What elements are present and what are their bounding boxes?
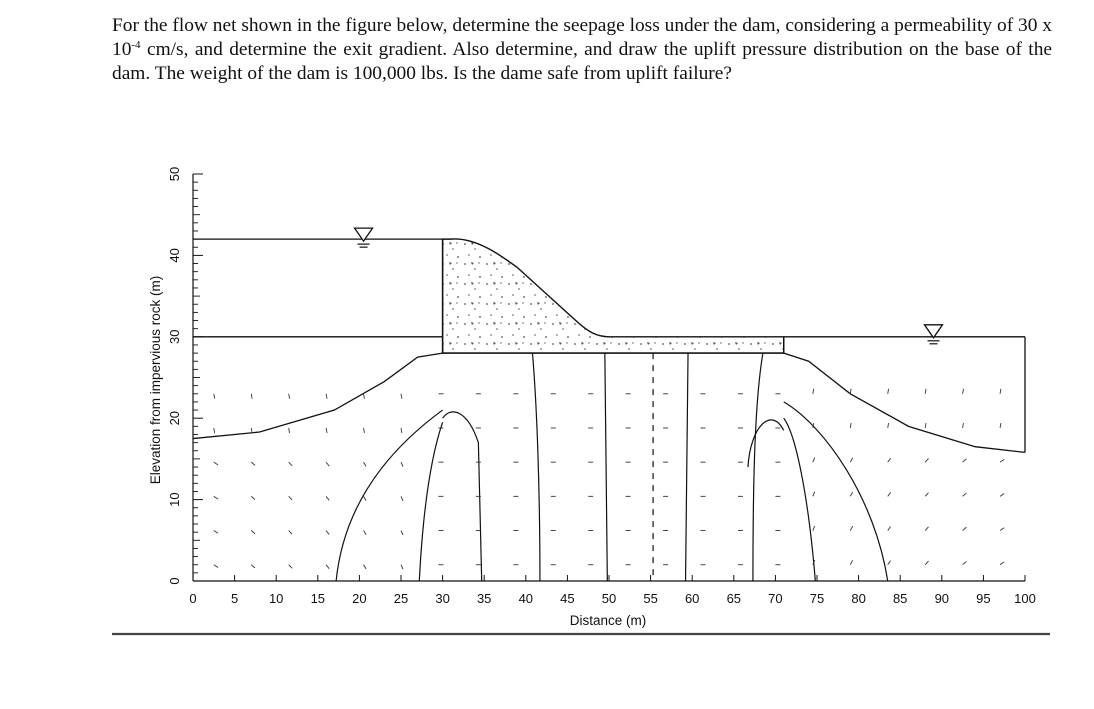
flow-arrow bbox=[401, 394, 402, 399]
flow-arrow bbox=[963, 527, 967, 530]
flow-arrow bbox=[401, 531, 403, 536]
flow-arrow bbox=[214, 565, 218, 568]
x-tick-label: 25 bbox=[393, 591, 409, 606]
y-axis-ticks bbox=[167, 167, 203, 585]
flow-arrow bbox=[251, 462, 255, 465]
flow-arrow bbox=[289, 565, 292, 569]
flow-arrow bbox=[1000, 528, 1004, 531]
x-tick-label: 65 bbox=[726, 591, 742, 606]
equipotential-line bbox=[686, 353, 688, 581]
x-tick-label: 20 bbox=[352, 591, 367, 606]
flow-arrow bbox=[364, 428, 365, 433]
flow-arrow bbox=[925, 493, 928, 497]
flow-arrow bbox=[251, 428, 252, 433]
flow-arrow bbox=[888, 423, 889, 428]
x-tick-label: 10 bbox=[268, 591, 284, 606]
x-tick-label: 50 bbox=[601, 591, 617, 606]
flow-arrow bbox=[326, 394, 327, 399]
flow-arrow bbox=[401, 462, 403, 467]
flow-arrow bbox=[1000, 459, 1004, 462]
flow-arrow bbox=[364, 531, 367, 535]
flow-arrow bbox=[925, 423, 926, 428]
y-tick-label: 40 bbox=[167, 248, 182, 263]
equipotential-line bbox=[748, 420, 784, 467]
dam-body bbox=[443, 239, 784, 353]
x-axis-ticks bbox=[189, 575, 1035, 606]
equipotential-line bbox=[753, 353, 763, 581]
x-tick-label: 80 bbox=[851, 591, 866, 606]
flow-arrow bbox=[813, 389, 814, 394]
flow-arrow bbox=[963, 423, 964, 428]
flow-arrow bbox=[289, 496, 292, 500]
y-tick-label: 30 bbox=[167, 329, 182, 345]
x-axis-label: Distance (m) bbox=[569, 613, 647, 628]
flow-arrow bbox=[1000, 494, 1004, 497]
flow-arrow bbox=[925, 458, 928, 462]
equipotential-line bbox=[605, 353, 607, 581]
flow-arrow bbox=[289, 394, 290, 399]
flow-arrow bbox=[251, 565, 255, 568]
flow-lines bbox=[193, 353, 1025, 452]
x-tick-label: 95 bbox=[976, 591, 991, 606]
flow-arrow bbox=[963, 493, 967, 496]
flow-arrows bbox=[214, 389, 1004, 569]
flow-arrow bbox=[401, 565, 403, 570]
y-tick-label: 10 bbox=[167, 492, 182, 507]
equipotential-line bbox=[532, 353, 539, 581]
flow-arrow bbox=[963, 459, 967, 462]
downstream-water-level-icon bbox=[924, 325, 942, 344]
question-part-1: For the flow net shown in the figure below, determine the seepage loss under the dam, considering a permeability of 30 x 10 bbox=[112, 15, 1052, 60]
x-tick-label: 100 bbox=[1014, 591, 1036, 606]
x-tick-label: 70 bbox=[768, 591, 783, 606]
flow-arrow bbox=[251, 496, 255, 499]
flow-arrow bbox=[251, 531, 255, 534]
flow-arrow bbox=[888, 389, 889, 394]
x-tick-label: 90 bbox=[934, 591, 950, 606]
flow-arrow bbox=[963, 561, 967, 564]
flow-arrow bbox=[850, 458, 852, 462]
flow-arrow bbox=[1000, 423, 1001, 428]
flow-arrow bbox=[401, 496, 403, 501]
flow-arrow bbox=[251, 394, 252, 399]
flow-arrow bbox=[214, 496, 218, 499]
flow-arrow bbox=[289, 462, 292, 466]
flow-arrow bbox=[963, 389, 964, 394]
equipotential-line bbox=[443, 412, 482, 581]
flow-arrow bbox=[850, 560, 852, 564]
x-tick-label: 0 bbox=[189, 591, 197, 606]
flow-arrow bbox=[326, 428, 327, 433]
flow-arrow bbox=[326, 565, 329, 569]
flow-arrow bbox=[925, 389, 926, 394]
flow-arrow bbox=[850, 526, 852, 530]
flow-arrow bbox=[364, 462, 367, 466]
flow-arrow bbox=[813, 458, 815, 463]
flow-arrow bbox=[850, 389, 851, 394]
x-tick-label: 35 bbox=[476, 591, 492, 606]
flow-arrow bbox=[813, 526, 815, 531]
flow-arrow bbox=[888, 492, 891, 496]
flow-arrow bbox=[925, 561, 928, 565]
flow-arrow bbox=[925, 527, 928, 531]
flow-arrow bbox=[813, 492, 815, 497]
flow-arrow bbox=[401, 428, 402, 433]
flow-arrow bbox=[214, 531, 218, 534]
x-tick-label: 85 bbox=[892, 591, 908, 606]
x-tick-label: 5 bbox=[230, 591, 239, 606]
flow-arrow bbox=[364, 496, 367, 500]
y-tick-label: 20 bbox=[167, 410, 182, 426]
flow-arrow bbox=[1000, 389, 1001, 394]
flow-arrow bbox=[289, 428, 290, 433]
x-tick-label: 60 bbox=[684, 591, 700, 606]
flow-arrow bbox=[364, 394, 365, 399]
flow-arrow bbox=[888, 458, 891, 462]
x-tick-label: 15 bbox=[310, 591, 326, 606]
flow-line bbox=[784, 353, 1025, 452]
flow-arrow bbox=[289, 531, 292, 535]
y-minor-ticks bbox=[193, 182, 200, 573]
x-tick-label: 75 bbox=[809, 591, 825, 606]
x-tick-label: 55 bbox=[643, 591, 658, 606]
flow-arrow bbox=[214, 428, 215, 433]
y-tick-label: 0 bbox=[167, 577, 182, 585]
flow-arrow bbox=[326, 462, 329, 466]
y-axis-label: Elevation from impervious rock (m) bbox=[148, 275, 163, 485]
x-tick-label: 30 bbox=[435, 591, 450, 606]
flow-arrow bbox=[850, 423, 851, 428]
flow-arrow bbox=[888, 526, 891, 530]
flow-arrow bbox=[326, 531, 329, 535]
question-part-2: cm/s, and determine the exit gradient. Also determine, and draw the uplift pressure distribution on the base of the dam. The weight of the dam is 100,000 lbs. Is the dame safe from uplift failure? bbox=[112, 39, 1052, 84]
upstream-water-level-icon bbox=[355, 228, 373, 247]
flow-arrow bbox=[364, 565, 367, 569]
flow-arrow bbox=[326, 496, 329, 500]
flow-arrow bbox=[1000, 562, 1004, 565]
x-tick-label: 40 bbox=[518, 591, 534, 606]
flow-arrow bbox=[214, 462, 218, 465]
flow-line bbox=[193, 353, 443, 438]
flow-arrow bbox=[214, 394, 215, 399]
flow-arrow bbox=[850, 492, 852, 496]
x-tick-label: 45 bbox=[560, 591, 575, 606]
flow-arrow bbox=[888, 561, 891, 565]
question-exponent: -4 bbox=[131, 39, 141, 51]
equipotential-line bbox=[784, 402, 888, 581]
water-triangle bbox=[924, 325, 942, 338]
y-tick-label: 50 bbox=[167, 166, 182, 182]
equipotential-lines bbox=[336, 353, 888, 581]
equipotential-line bbox=[784, 418, 816, 581]
equipotential-line bbox=[419, 422, 442, 581]
